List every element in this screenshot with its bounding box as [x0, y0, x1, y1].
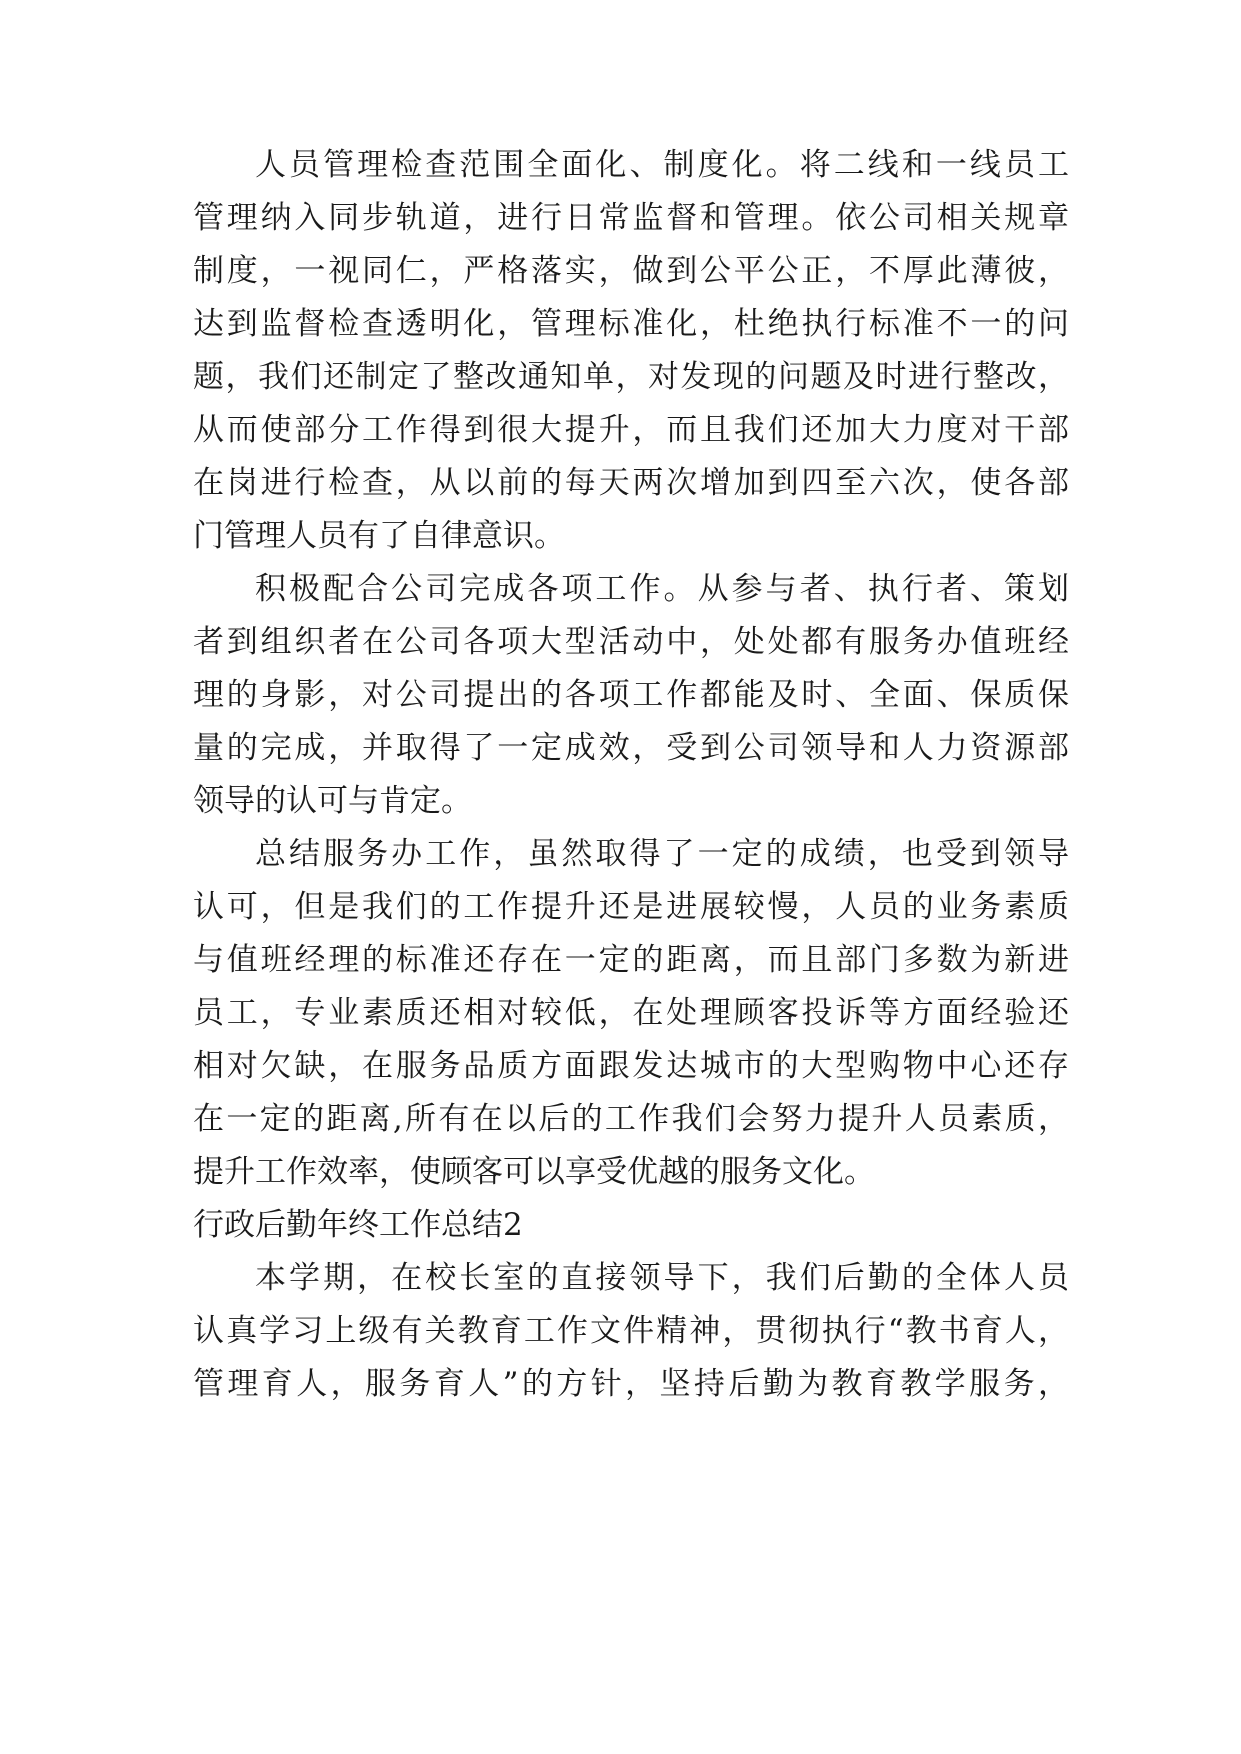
paragraph-line: 在一定的距离,所有在以后的工作我们会努力提升人员素质，	[193, 1101, 1069, 1137]
paragraph-line: 题，我们还制定了整改通知单，对发现的问题及时进行整改，	[193, 359, 1069, 395]
paragraph-line: 总结服务办工作，虽然取得了一定的成绩，也受到领导	[255, 836, 1069, 872]
paragraph-line: 量的完成，并取得了一定成效，受到公司领导和人力资源部	[193, 730, 1069, 766]
paragraph-line: 者到组织者在公司各项大型活动中，处处都有服务办值班经	[193, 624, 1069, 660]
paragraph-line: 人员管理检查范围全面化、制度化。将二线和一线员工	[255, 147, 1069, 183]
paragraph-line: 认真学习上级有关教育工作文件精神，贯彻执行“教书育人，	[193, 1313, 1069, 1349]
paragraph-line: 员工，专业素质还相对较低，在处理顾客投诉等方面经验还	[193, 995, 1069, 1031]
paragraph-line: 从而使部分工作得到很大提升，而且我们还加大力度对干部	[193, 412, 1069, 448]
paragraph-line: 制度，一视同仁，严格落实，做到公平公正，不厚此薄彼，	[193, 253, 1069, 289]
paragraph-line: 在岗进行检查，从以前的每天两次增加到四至六次，使各部	[193, 465, 1069, 501]
paragraph-line: 领导的认可与肯定。	[193, 783, 472, 819]
paragraph-line: 相对欠缺，在服务品质方面跟发达城市的大型购物中心还存	[193, 1048, 1069, 1084]
paragraph-line: 管理育人，服务育人”的方针，坚持后勤为教育教学服务，	[193, 1366, 1069, 1402]
paragraph-line: 认可，但是我们的工作提升还是进展较慢，人员的业务素质	[193, 889, 1069, 925]
paragraph-line: 提升工作效率，使顾客可以享受优越的服务文化。	[193, 1154, 875, 1190]
paragraph-line: 本学期，在校长室的直接领导下，我们后勤的全体人员	[255, 1260, 1069, 1296]
paragraph-line: 管理纳入同步轨道，进行日常监督和管理。依公司相关规章	[193, 200, 1069, 236]
paragraph-line: 达到监督检查透明化，管理标准化，杜绝执行标准不一的问	[193, 306, 1069, 342]
paragraph-line: 理的身影，对公司提出的各项工作都能及时、全面、保质保	[193, 677, 1069, 713]
section-heading: 行政后勤年终工作总结2	[193, 1207, 523, 1243]
paragraph-line: 与值班经理的标准还存在一定的距离，而且部门多数为新进	[193, 942, 1069, 978]
paragraph-line: 门管理人员有了自律意识。	[193, 518, 565, 554]
paragraph-line: 积极配合公司完成各项工作。从参与者、执行者、策划	[255, 571, 1069, 607]
